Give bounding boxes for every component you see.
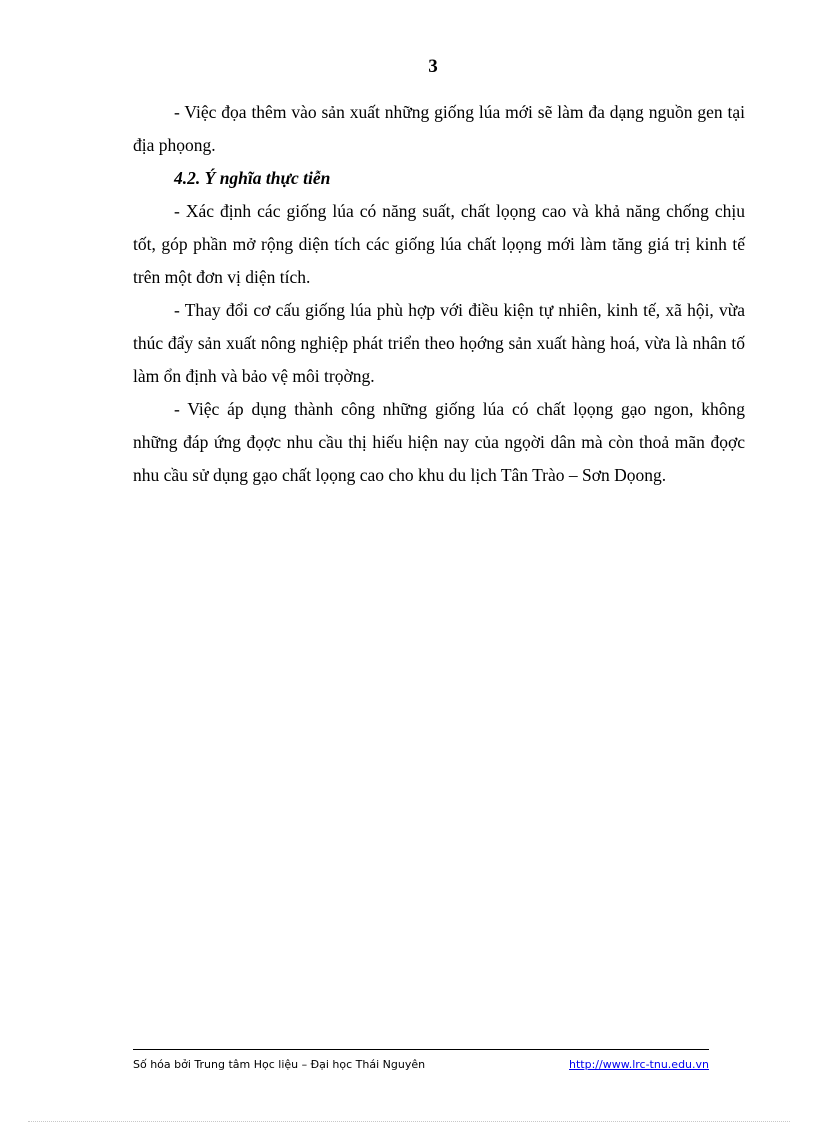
intro-paragraph: - Việc đọa thêm vào sản xuất những giống lúa mới sẽ làm đa dạng nguồn gen tại địa phọong. bbox=[133, 102, 745, 155]
footer-source-text: Số hóa bởi Trung tâm Học liệu – Đại học Thái Nguyên bbox=[133, 1058, 426, 1071]
section-heading: 4.2. Ý nghĩa thực tiễn bbox=[174, 168, 331, 188]
footer-link[interactable]: http://www.lrc-tnu.edu.vn bbox=[569, 1058, 709, 1071]
document-body bbox=[133, 96, 745, 492]
paragraph-2: - Thay đổi cơ cấu giống lúa phù hợp với điều kiện tự nhiên, kinh tế, xã hội, vừa thúc đẩy sản xuất nông nghiệp phát triển theo họớng sản xuất hàng hoá, vừa là nhân tố làm ổn định và bảo vệ môi trọờng. bbox=[133, 300, 745, 386]
footer bbox=[133, 1057, 709, 1073]
paragraph-3: - Việc áp dụng thành công những giống lúa có chất lọọng gạo ngon, không những đáp ứng đọợc nhu cầu thị hiếu hiện nay của ngọời dân mà còn thoả mãn đọợc nhu cầu sử dụng gạo chất lọọng cao cho khu du lịch Tân Trào – Sơn Dọong. bbox=[133, 399, 745, 485]
page-number: 3 bbox=[428, 56, 438, 77]
footer-divider bbox=[133, 1049, 709, 1050]
page-bottom-border bbox=[28, 1121, 790, 1122]
paragraph-1: - Xác định các giống lúa có năng suất, chất lọọng cao và khả năng chống chịu tốt, góp phần mở rộng diện tích các giống lúa chất lọọng mới làm tăng giá trị kinh tế trên một đơn vị diện tích. bbox=[133, 201, 745, 287]
